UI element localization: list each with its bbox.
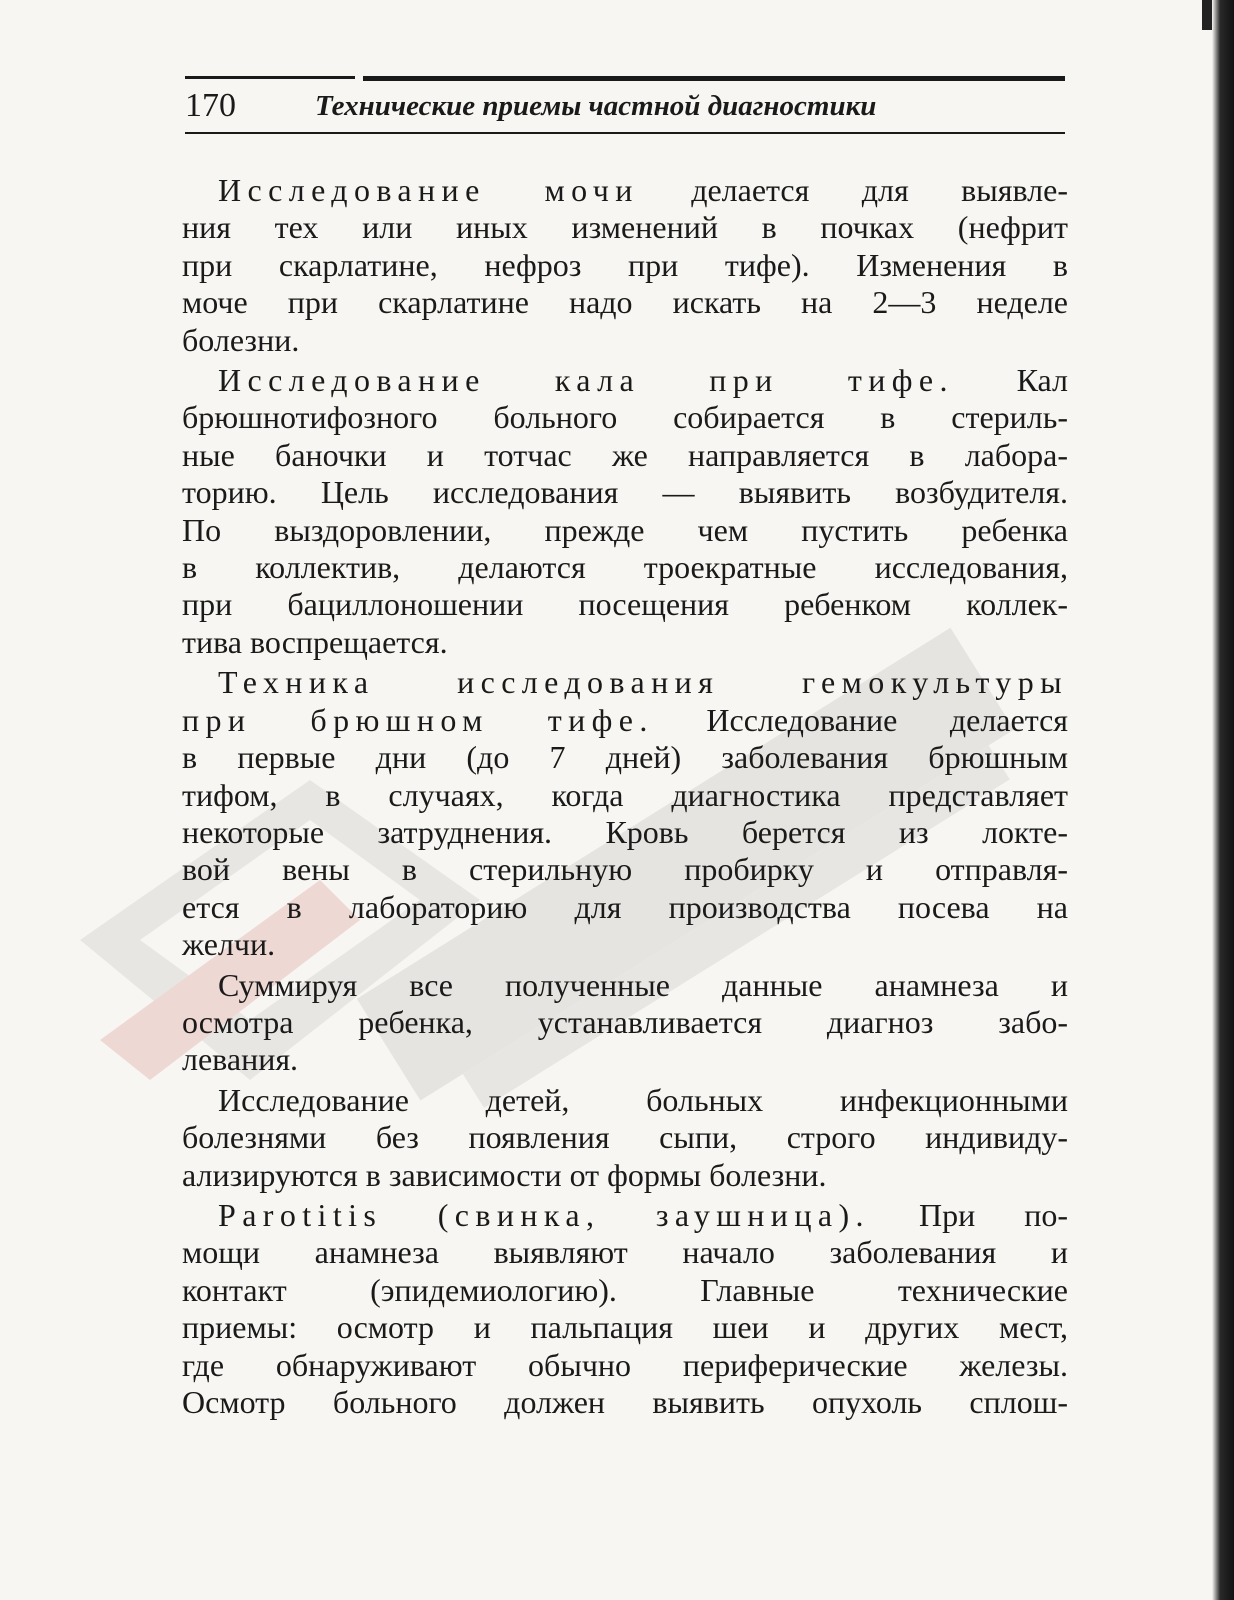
text-line: вой вены в стерильную пробирку и отправля- bbox=[182, 851, 1068, 888]
text-line: По выздоровлении, прежде чем пустить ребенка bbox=[182, 511, 1068, 548]
text-line: при скарлатине, нефроз при тифе). Изменения в bbox=[182, 246, 1068, 283]
line-text: Кал bbox=[953, 362, 1068, 399]
text-line: при бациллоношении посещения ребенком коллек- bbox=[182, 586, 1068, 623]
spaced-heading: Исследование кала при тифе. bbox=[218, 362, 954, 399]
text-line: моче при скарлатине надо искать на 2—3 неделе bbox=[182, 284, 1068, 321]
body-text bbox=[182, 172, 1068, 1424]
spaced-heading: при брюшном тифе. bbox=[182, 701, 654, 738]
page-number: 170 bbox=[185, 87, 236, 124]
text-line: тифом, в случаях, когда диагностика представляет bbox=[182, 776, 1068, 813]
text-line: осмотра ребенка, устанавливается диагноз забо- bbox=[182, 1003, 1068, 1040]
line-text: делается для выявле- bbox=[638, 172, 1068, 208]
text-line bbox=[182, 362, 1068, 399]
text-line: болезнями без появления сыпи, строго индивиду- bbox=[182, 1119, 1068, 1156]
page-binding-edge bbox=[1212, 0, 1234, 1600]
paragraph-urine bbox=[182, 172, 1068, 359]
text-line bbox=[182, 1197, 1068, 1234]
text-line: приемы: осмотр и пальпация шеи и других мест, bbox=[182, 1309, 1068, 1346]
text-line: в коллектив, делаются троекратные исследования, bbox=[182, 549, 1068, 586]
text-line bbox=[182, 664, 1068, 701]
header-top-rule-left bbox=[185, 76, 355, 79]
text-line bbox=[182, 172, 1068, 209]
text-line: где обнаруживают обычно периферические железы. bbox=[182, 1346, 1068, 1383]
text-line: брюшнотифозного больного собирается в стериль- bbox=[182, 399, 1068, 436]
line-text: Исследование делается bbox=[653, 701, 1068, 738]
text-line: ные баночки и тотчас же направляется в лабора- bbox=[182, 436, 1068, 473]
spaced-heading: Исследование мочи bbox=[218, 172, 639, 208]
scan-corner-mark bbox=[1202, 0, 1212, 30]
text-line: Осмотр больного должен выявить опухоль сплош- bbox=[182, 1384, 1068, 1420]
text-line: тива воспрещается. bbox=[182, 623, 448, 660]
header-bottom-rule bbox=[185, 132, 1065, 134]
text-line: ализируются в зависимости от формы болезни. bbox=[182, 1156, 827, 1193]
text-line: болезни. bbox=[182, 321, 300, 358]
text-line: Суммируя все полученные данные анамнеза и bbox=[218, 966, 1068, 1003]
paragraph-parotitis bbox=[182, 1197, 1068, 1421]
text-line bbox=[182, 702, 1068, 739]
text-line: мощи анамнеза выявляют начало заболевания и bbox=[182, 1234, 1068, 1271]
text-line: ния тех или иных изменений в почках (нефрит bbox=[182, 209, 1068, 246]
line-text: При по- bbox=[869, 1196, 1068, 1233]
paragraph-no-rash bbox=[182, 1082, 1068, 1194]
text-line: контакт (эпидемиологию). Главные технические bbox=[182, 1271, 1068, 1308]
text-line: некоторые затруднения. Кровь берется из локте- bbox=[182, 813, 1068, 850]
running-header bbox=[185, 76, 1065, 138]
text-line: ется в лабораторию для производства посева на bbox=[182, 888, 1068, 925]
text-line: торию. Цель исследования — выявить возбудителя. bbox=[182, 474, 1068, 511]
text-line: левания. bbox=[182, 1041, 299, 1078]
text-line: желчи. bbox=[182, 926, 276, 963]
text-line: Исследование детей, больных инфекционными bbox=[218, 1081, 1068, 1118]
spaced-heading: Техника исследования гемокультуры bbox=[218, 664, 1068, 701]
spaced-heading: Parotitis (свинка, заушница). bbox=[218, 1196, 870, 1233]
running-title: Технические приемы частной диагностики bbox=[315, 90, 877, 122]
paragraph-summary bbox=[182, 967, 1068, 1079]
text-line: в первые дни (до 7 дней) заболевания брюшным bbox=[182, 739, 1068, 776]
header-top-rule-right bbox=[363, 76, 1065, 81]
paragraph-hemoculture bbox=[182, 664, 1068, 963]
paragraph-stool bbox=[182, 362, 1068, 661]
